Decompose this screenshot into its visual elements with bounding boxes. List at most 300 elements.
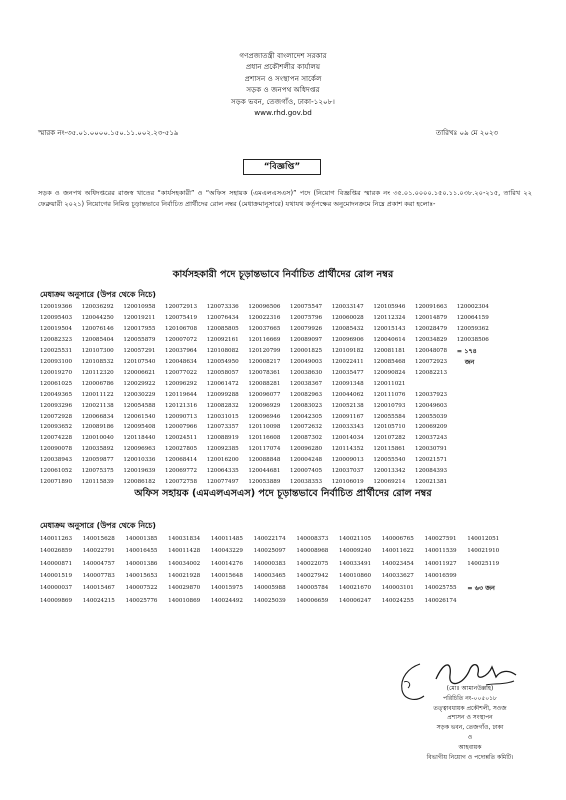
- roll-cell: 120061540: [123, 413, 156, 420]
- table-row: [40, 335, 506, 346]
- roll-cell: 140024215: [82, 597, 115, 604]
- roll-cell: 140011927: [424, 560, 457, 567]
- roll-cell: 140006765: [381, 536, 414, 542]
- roll-cell: 120006786: [81, 380, 114, 387]
- roll-cell: 120072923: [415, 358, 448, 365]
- roll-cell: [457, 444, 506, 455]
- roll-cell: 120075796: [290, 314, 323, 321]
- roll-cell: [457, 412, 506, 423]
- roll-cell: 120093296: [40, 402, 73, 409]
- roll-cell: 140003465: [253, 573, 286, 580]
- roll-cell: 140015653: [125, 573, 158, 580]
- roll-cell: 120038506: [456, 336, 489, 343]
- table-row: [40, 545, 510, 557]
- roll-cell: 140008968: [296, 548, 329, 555]
- memo-line: [38, 127, 498, 139]
- roll-cell: 120112324: [373, 314, 406, 321]
- roll-cell: 120024511: [165, 435, 198, 442]
- roll-cell: 120044250: [81, 314, 114, 321]
- roll-cell: 120055540: [373, 457, 406, 464]
- roll-cell: 120085432: [331, 325, 364, 332]
- table-subtitle: মেধাক্রম অনুসারে (উপর থেকে নিচে): [40, 521, 156, 530]
- roll-cell: 120054950: [206, 358, 239, 365]
- roll-cell: 120064335: [206, 468, 239, 475]
- roll-cell: 120107540: [123, 358, 156, 365]
- roll-cell: 140011539: [424, 548, 457, 555]
- roll-cell: 120092161: [206, 336, 239, 343]
- roll-cell: 120107300: [81, 347, 114, 354]
- website: www.rhd.gov.bd: [254, 108, 312, 118]
- roll-cell: 120015143: [373, 325, 406, 332]
- roll-cell: 120082323: [40, 336, 73, 343]
- roll-cell: 120085468: [373, 358, 406, 365]
- roll-cell: 120082832: [206, 402, 239, 409]
- table-row: [40, 422, 506, 433]
- roll-cell: 120025531: [40, 347, 73, 354]
- table-row: [40, 401, 506, 412]
- total-unit: জন: [464, 357, 475, 366]
- address: সড়ক ভবন, তেজগাঁও, ঢাকা-১২০৮।: [231, 96, 335, 106]
- table-row: [40, 346, 506, 357]
- roll-cell: 120031015: [206, 413, 239, 420]
- roll-cell: 120037964: [165, 347, 198, 354]
- roll-cell: 120076434: [206, 314, 239, 321]
- roll-cell: 140023454: [381, 560, 414, 567]
- roll-cell: 120087302: [290, 435, 323, 442]
- roll-cell: 120089097: [290, 336, 323, 343]
- roll-cell: 120038353: [290, 479, 323, 486]
- roll-cell: 120006621: [123, 369, 156, 376]
- roll-cell: 120036292: [81, 304, 114, 310]
- roll-cell: 120013342: [373, 468, 406, 475]
- table-row: [40, 466, 506, 477]
- roll-cell: 120088281: [248, 380, 281, 387]
- roll-cell: 140016455: [125, 548, 158, 555]
- roll-cell: 120007072: [165, 336, 198, 343]
- roll-cell: 120037037: [331, 468, 364, 475]
- roll-cell: 120037665: [248, 325, 281, 332]
- roll-cell: 120106708: [165, 325, 198, 332]
- roll-cell: 140022791: [82, 548, 115, 555]
- roll-cell: [457, 466, 506, 477]
- roll-cell: 120110098: [248, 424, 281, 431]
- roll-cell: 120037923: [415, 391, 448, 398]
- roll-cell: 120074228: [40, 435, 73, 442]
- roll-cell: 140001385: [125, 536, 158, 542]
- roll-cell: 140003101: [381, 585, 414, 592]
- roll-cell: 120082213: [415, 369, 448, 376]
- roll-cell: 120019504: [40, 325, 73, 332]
- roll-cell: 120096946: [248, 413, 281, 420]
- roll-cell: 120055879: [123, 336, 156, 343]
- roll-cell: 140024255: [381, 597, 414, 604]
- roll-cell: 120120799: [248, 347, 281, 354]
- roll-cell: 140022174: [253, 536, 286, 542]
- roll-cell: 120008217: [248, 358, 281, 365]
- roll-cell: 120078361: [248, 369, 281, 376]
- total-count: = ৬৩ জন: [467, 584, 495, 593]
- section1-title: কার্যসহকারী পদে চূড়ান্তভাবে নির্বাচিত প্রার্থীদের রোল নম্বর: [172, 269, 394, 280]
- roll-cell: 140026859: [40, 548, 73, 555]
- memo-reference: স্মারক নং-৩৫.০১.০০০০.১৫০.১১.০০২.২৩-৫১৯: [38, 129, 179, 137]
- table-row: [40, 324, 506, 335]
- memo-date: তারিখঃ ০৯ মে ২০২৩: [435, 129, 498, 137]
- roll-cell: 140022075: [296, 560, 329, 567]
- roll-cell: 140033491: [339, 560, 372, 567]
- roll-cell: 120035892: [81, 446, 114, 453]
- roll-cell: 120090078: [40, 446, 73, 453]
- roll-cell: 140007783: [82, 573, 115, 580]
- roll-cell: 120049365: [40, 391, 73, 398]
- roll-cell: 120077022: [165, 369, 198, 376]
- roll-cell: [457, 455, 506, 466]
- signatory-title-3: সড়ক ভবন, তেজগাঁও, ঢাকা: [436, 724, 504, 732]
- roll-cell: [467, 595, 510, 607]
- roll-cell: 120028479: [415, 325, 448, 332]
- roll-cell: 120090824: [373, 369, 406, 376]
- roll-cell: 120054588: [123, 402, 156, 409]
- roll-cell: 120021138: [81, 402, 114, 409]
- roll-cell: 140000037: [40, 585, 73, 592]
- roll-cell: 120021571: [415, 457, 448, 464]
- signatory-title-4: আহবায়ক: [458, 743, 482, 751]
- table-row: [40, 444, 506, 455]
- letterhead: [0, 50, 566, 118]
- roll-cell: 120038367: [290, 380, 323, 387]
- roll-cell: 120092385: [206, 446, 239, 453]
- department-name: সড়ক ও জনপথ অধিদপ্তর: [246, 85, 320, 95]
- signatory-title-5: বিভাগীয় নিয়োগ ও পদোন্নতি কমিটি।: [426, 753, 514, 761]
- office-assistant-roll-table: [40, 519, 510, 607]
- roll-cell: 140009869: [40, 597, 73, 604]
- roll-cell: 120044681: [248, 468, 281, 475]
- roll-cell: 120016200: [206, 457, 239, 464]
- roll-cell: 140012051: [467, 536, 500, 542]
- roll-cell: 120115861: [373, 446, 406, 453]
- circle-name: প্রশাসন ও সংস্থাপন সার্কেল: [244, 73, 322, 83]
- roll-cell: 140007522: [125, 585, 158, 592]
- roll-cell: 120073357: [206, 424, 239, 431]
- roll-cell: 120068414: [165, 457, 198, 464]
- roll-cell: 120085404: [81, 336, 114, 343]
- roll-cell: 120055584: [373, 413, 406, 420]
- roll-cell: 120105710: [373, 424, 406, 431]
- roll-cell: 120095408: [123, 424, 156, 431]
- roll-cell: 120038630: [290, 369, 323, 376]
- roll-cell: 120010336: [123, 457, 156, 464]
- roll-cell: 140026174: [424, 597, 457, 604]
- office-name: প্রধান প্রকৌশলীর কার্যালয়: [245, 62, 321, 72]
- roll-cell: 120019639: [123, 468, 156, 475]
- roll-cell: 120088919: [206, 435, 239, 442]
- signatory-id: পরিচিতি নং-০০৫০১৮: [443, 694, 497, 702]
- roll-cell: 120017955: [123, 325, 156, 332]
- roll-cell: 120072913: [165, 304, 198, 310]
- intro-paragraph: সড়ক ও জনপথ অধিদপ্তরের রাজস্ব খাতের “কার্যসহকারী” ও “অফিস সহায়ক (এমএলএসএস)” পদে (নিয়োগ বিজ্ঞপ্তির স্মারক নং ৩৫.০১.০০০০.১৫০.১১.০৩৮.২০-২১৫, তারিখ ২২ ফেব্রুয়ারী ২০২১) নিয়োগের নিমিত্ত চূড়ান্তভাবে নির্বাচিত প্রার্থীদের রোল নম্বর (মেধাক্রমানুসারে) যথাযথ কর্তৃপক্ষের অনুমোদনক্রমে নিম্নে প্রকাশ করা হলোঃ-: [38, 189, 532, 208]
- roll-cell: 120022316: [248, 314, 281, 321]
- roll-cell: 120115839: [81, 479, 114, 486]
- roll-cell: 140021670: [339, 585, 372, 592]
- roll-cell: 140001386: [125, 560, 158, 567]
- section2-title: অফিস সহায়ক (এমএলএসএস) পদে চূড়ান্তভাবে নির্বাচিত প্রার্থীদের রোল নম্বর: [134, 488, 432, 499]
- signatory-title-1: তত্ত্বাবধায়ক প্রকৌশলী, সওজ: [433, 704, 507, 712]
- roll-cell: 120093100: [40, 358, 73, 365]
- roll-cell: 140027942: [296, 573, 329, 580]
- table-row: [40, 558, 510, 570]
- roll-cell: 120075419: [165, 314, 198, 321]
- roll-cell: 120066834: [81, 413, 114, 420]
- table-row: [40, 595, 510, 607]
- roll-cell: 140043229: [210, 548, 243, 555]
- roll-cell: 120001825: [290, 347, 323, 354]
- roll-cell: 120049603: [415, 402, 448, 409]
- table-row: [40, 313, 506, 324]
- roll-cell: [457, 379, 506, 390]
- roll-cell: 120085805: [206, 325, 239, 332]
- roll-cell: 140011428: [168, 548, 201, 555]
- roll-cell: 140001519: [40, 573, 73, 580]
- roll-cell: 120055039: [415, 413, 448, 420]
- roll-cell: 140024492: [210, 597, 243, 604]
- roll-cell: 140000383: [253, 560, 286, 567]
- roll-cell: 120004248: [290, 457, 323, 464]
- roll-cell: 140029870: [168, 585, 201, 592]
- roll-cell: [457, 401, 506, 412]
- roll-cell: 140015648: [210, 573, 243, 580]
- roll-cell: 120089186: [81, 424, 114, 431]
- roll-cell: 120096292: [165, 380, 198, 387]
- roll-cell: 140015467: [82, 585, 115, 592]
- roll-cell: 140027591: [424, 536, 457, 542]
- table-row: [40, 533, 510, 545]
- signatory-title-2: প্রশাসন ও সংস্থাপন: [447, 714, 493, 722]
- table-subtitle: মেধাক্রম অনুসারে (উপর থেকে নিচে): [40, 290, 156, 299]
- roll-cell: [467, 570, 510, 582]
- roll-cell: 140025097: [253, 548, 286, 555]
- roll-cell: 120019366: [40, 304, 73, 310]
- work-assistant-roll-table: [40, 288, 506, 488]
- roll-cell: 120038943: [40, 457, 73, 464]
- roll-cell: 120061025: [40, 380, 73, 387]
- roll-cell: 120096280: [290, 446, 323, 453]
- roll-cell: 120075375: [81, 468, 114, 475]
- roll-cell: 120069772: [165, 468, 198, 475]
- roll-cell: 140006247: [339, 597, 372, 604]
- roll-cell: 120071890: [40, 479, 73, 486]
- roll-cell: 120044062: [331, 391, 364, 398]
- roll-cell: 140011263: [40, 536, 73, 542]
- roll-cell: 120060028: [331, 314, 364, 321]
- roll-cell: 120049003: [290, 358, 323, 365]
- roll-cell: 140005784: [296, 585, 329, 592]
- table-row: [40, 368, 506, 379]
- table-row: [40, 302, 506, 313]
- roll-cell: 140025119: [467, 560, 500, 567]
- roll-cell: 120111076: [373, 391, 406, 398]
- roll-cell: 140011622: [381, 548, 414, 555]
- roll-cell: 140005988: [253, 585, 286, 592]
- roll-cell: 140014276: [210, 560, 243, 567]
- roll-cell: 120083023: [290, 402, 323, 409]
- roll-cell: 120052138: [331, 402, 364, 409]
- roll-cell: 140031834: [168, 536, 201, 542]
- roll-cell: 120096077: [248, 391, 281, 398]
- roll-cell: 120088848: [248, 457, 281, 464]
- table-row: [40, 379, 506, 390]
- roll-cell: [457, 390, 506, 401]
- roll-cell: 120109182: [331, 347, 364, 354]
- roll-cell: 140008373: [296, 536, 329, 542]
- roll-cell: 120079926: [290, 325, 323, 332]
- roll-cell: 120042305: [290, 413, 323, 420]
- roll-cell: 140021910: [467, 548, 500, 555]
- roll-cell: 120081181: [373, 347, 406, 354]
- roll-cell: 120030791: [415, 446, 448, 453]
- roll-cell: 120010040: [81, 435, 114, 442]
- roll-cell: 120090713: [165, 413, 198, 420]
- signatory-and: ও: [467, 733, 473, 741]
- roll-cell: 120114352: [331, 446, 364, 453]
- roll-cell: 120034829: [415, 336, 448, 343]
- roll-cell: 120073336: [206, 304, 239, 310]
- roll-cell: 120072632: [290, 424, 323, 431]
- roll-cell: 120091663: [415, 304, 448, 310]
- roll-cell: 120007405: [290, 468, 323, 475]
- roll-cell: 120009013: [331, 457, 364, 464]
- roll-cell: 120059362: [456, 325, 489, 332]
- roll-cell: 120112320: [81, 369, 114, 376]
- roll-cell: 120108082: [206, 347, 239, 354]
- roll-cell: 120091167: [331, 413, 364, 420]
- roll-cell: 120099288: [206, 391, 239, 398]
- roll-cell: [457, 433, 506, 444]
- roll-cell: 120116669: [248, 336, 281, 343]
- roll-cell: 140011485: [210, 536, 243, 542]
- roll-cell: 140006659: [296, 597, 329, 604]
- roll-cell: 120019270: [40, 369, 73, 376]
- roll-cell: 120076146: [81, 325, 114, 332]
- roll-cell: 120096506: [248, 304, 281, 310]
- roll-cell: 120084393: [415, 468, 448, 475]
- table-row: [40, 390, 506, 401]
- roll-cell: 120011021: [373, 380, 406, 387]
- roll-cell: 140009240: [339, 548, 372, 555]
- roll-cell: 120027805: [165, 446, 198, 453]
- table-row: [40, 455, 506, 466]
- roll-cell: 120086182: [123, 479, 156, 486]
- roll-cell: 120091348: [331, 380, 364, 387]
- table-row: [40, 582, 510, 594]
- roll-cell: 120048078: [415, 347, 448, 354]
- roll-cell: 120075547: [290, 304, 323, 310]
- roll-cell: 120119644: [165, 391, 198, 398]
- roll-cell: 120096963: [123, 446, 156, 453]
- roll-cell: 120072758: [165, 479, 198, 486]
- roll-cell: 120048634: [165, 358, 198, 365]
- roll-cell: 120040614: [373, 336, 406, 343]
- roll-cell: 120019211: [123, 314, 156, 321]
- roll-cell: 140021928: [168, 573, 201, 580]
- roll-cell: 120069214: [373, 479, 406, 486]
- roll-cell: 120033343: [331, 424, 364, 431]
- roll-cell: 120072928: [40, 413, 73, 420]
- roll-cell: 120107282: [373, 435, 406, 442]
- roll-cell: 120116608: [248, 435, 281, 442]
- roll-cell: 120053889: [248, 479, 281, 486]
- roll-cell: 120121316: [165, 402, 198, 409]
- roll-cell: 120106019: [331, 479, 364, 486]
- roll-cell: 140016599: [424, 573, 457, 580]
- notice-title: “বিজ্ঞপ্তি”: [243, 159, 321, 175]
- roll-cell: 140015975: [210, 585, 243, 592]
- roll-cell: 140025776: [125, 597, 158, 604]
- roll-cell: 120069209: [415, 424, 448, 431]
- roll-cell: 120010958: [123, 304, 156, 310]
- roll-cell: 140010860: [339, 573, 372, 580]
- roll-cell: 120061472: [206, 380, 239, 387]
- table-row: [40, 357, 506, 368]
- roll-cell: 120057291: [123, 347, 156, 354]
- roll-cell: 120096929: [248, 402, 281, 409]
- roll-cell: 120030229: [123, 391, 156, 398]
- table-row: [40, 570, 510, 582]
- roll-cell: [415, 379, 457, 390]
- roll-cell: 120037243: [415, 435, 448, 442]
- roll-cell: 120035477: [331, 369, 364, 376]
- roll-cell: 120014879: [415, 314, 448, 321]
- roll-cell: 120014034: [331, 435, 364, 442]
- govt-name: গণপ্রজাতন্ত্রী বাংলাদেশ সরকার: [239, 51, 327, 60]
- roll-cell: 120105946: [373, 304, 406, 310]
- roll-cell: [457, 368, 506, 379]
- roll-cell: 120096906: [331, 336, 364, 343]
- roll-cell: 120082963: [290, 391, 323, 398]
- roll-cell: 140015628: [82, 536, 115, 542]
- roll-cell: 120064159: [456, 314, 489, 321]
- roll-cell: 140000871: [40, 560, 73, 567]
- total-count: = ১৭৪: [456, 346, 477, 355]
- roll-cell: 120108532: [81, 358, 114, 365]
- roll-cell: 120059877: [81, 457, 114, 464]
- roll-cell: 120061052: [40, 468, 73, 475]
- roll-cell: 120022411: [331, 358, 364, 365]
- roll-cell: 120011122: [81, 391, 114, 398]
- roll-cell: 120010793: [373, 402, 406, 409]
- roll-cell: 120093652: [40, 424, 73, 431]
- roll-cell: 120058057: [206, 369, 239, 376]
- roll-cell: 120095403: [40, 314, 73, 321]
- roll-cell: 120021381: [415, 479, 448, 486]
- roll-cell: 120077497: [206, 479, 239, 486]
- roll-cell: 140025755: [424, 585, 457, 592]
- roll-cell: 120033147: [331, 304, 364, 310]
- roll-cell: 140025039: [253, 597, 286, 604]
- roll-cell: 140033627: [381, 573, 414, 580]
- signatory-name: (মোঃ আমানউল্লাহ): [446, 685, 494, 692]
- roll-cell: 120029922: [123, 380, 156, 387]
- table-row: [40, 412, 506, 423]
- roll-cell: 120002304: [456, 304, 489, 310]
- roll-cell: 140010869: [168, 597, 201, 604]
- signature-block: [380, 684, 560, 762]
- roll-cell: 140004757: [82, 560, 115, 567]
- roll-cell: 120007966: [165, 424, 198, 431]
- roll-cell: 120118440: [123, 435, 156, 442]
- roll-cell: 140034002: [168, 560, 201, 567]
- roll-cell: 120117074: [248, 446, 281, 453]
- roll-cell: 140021105: [339, 536, 372, 542]
- roll-cell: [457, 422, 506, 433]
